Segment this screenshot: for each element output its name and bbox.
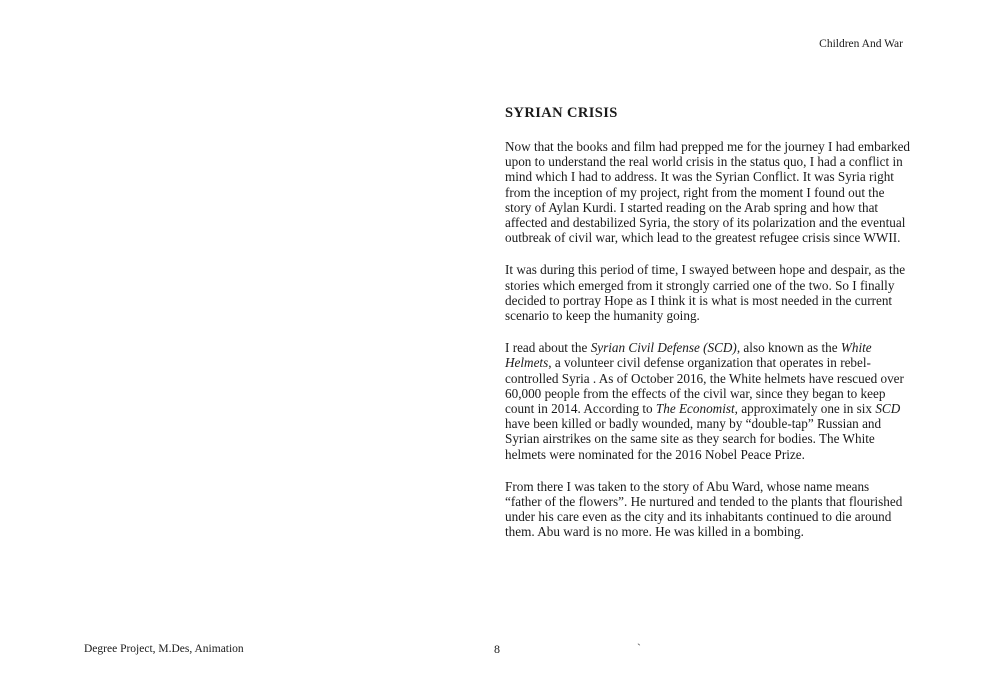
text-line: Now that the books and film had prepped me for the journey I had embarked	[505, 139, 911, 154]
text-line: outbreak of civil war, which lead to the greatest refugee crisis since WWII.	[505, 230, 901, 246]
text-line: affected and destabilized Syria, the story of its polarization and the eventual	[505, 215, 906, 231]
text-line: count in 2014. According to The Economist, approximately one in six SCD	[505, 401, 901, 417]
text-line: decided to portray Hope as I think it is what is most needed in the current	[505, 292, 893, 308]
paragraph	[505, 139, 917, 245]
text-line: scenario to keep the humanity going.	[505, 308, 700, 324]
text-line: upon to understand the real world crisis in the status quo, I had a conflict in	[505, 154, 903, 170]
text-line: Helmets, a volunteer civil defense organization that operates in rebel-	[505, 355, 871, 371]
text-line: Syrian airstrikes on the same site as they search for bodies. The White	[505, 431, 875, 447]
footer-credit: Degree Project, M.Des, Animation	[84, 643, 244, 655]
text-line: from the inception of my project, right from the moment I found out the	[505, 184, 885, 200]
body-text	[505, 139, 917, 557]
text-line: under his care even as the city and its inhabitants continued to die around	[505, 509, 892, 525]
paragraph	[505, 262, 917, 323]
text-line: them. Abu ward is no more. He was killed in a bombing.	[505, 524, 804, 540]
text-line: It was during this period of time, I swayed between hope and despair, as the	[505, 262, 906, 278]
text-line: mind which I had to address. It was the Syrian Conflict. It was Syria right	[505, 169, 894, 185]
text-line: stories which emerged from it strongly carried one of the two. So I finally	[505, 277, 895, 293]
stray-mark: `	[637, 641, 641, 655]
running-header: Children And War	[819, 38, 903, 50]
text-line: I read about the Syrian Civil Defense (SCD), also known as the White	[505, 340, 872, 356]
text-line: From there I was taken to the story of Abu Ward, whose name means	[505, 478, 870, 494]
text-line: story of Aylan Kurdi. I started reading on the Arab spring and how that	[505, 199, 879, 215]
text-line: 60,000 people from the effects of the civil war, since they began to keep	[505, 385, 886, 401]
text-line: “father of the flowers”. He nurtured and tended to the plants that flourished	[505, 494, 903, 510]
text-line: have been killed or badly wounded, many by “double-tap” Russian and	[505, 416, 882, 432]
paragraph	[505, 340, 917, 462]
page-number: 8	[494, 642, 500, 656]
text-line: helmets were nominated for the 2016 Nobel Peace Prize.	[505, 446, 805, 462]
text-line: controlled Syria . As of October 2016, the White helmets have rescued over	[505, 370, 904, 386]
section-heading: SYRIAN CRISIS	[505, 105, 618, 121]
paragraph	[505, 479, 917, 540]
